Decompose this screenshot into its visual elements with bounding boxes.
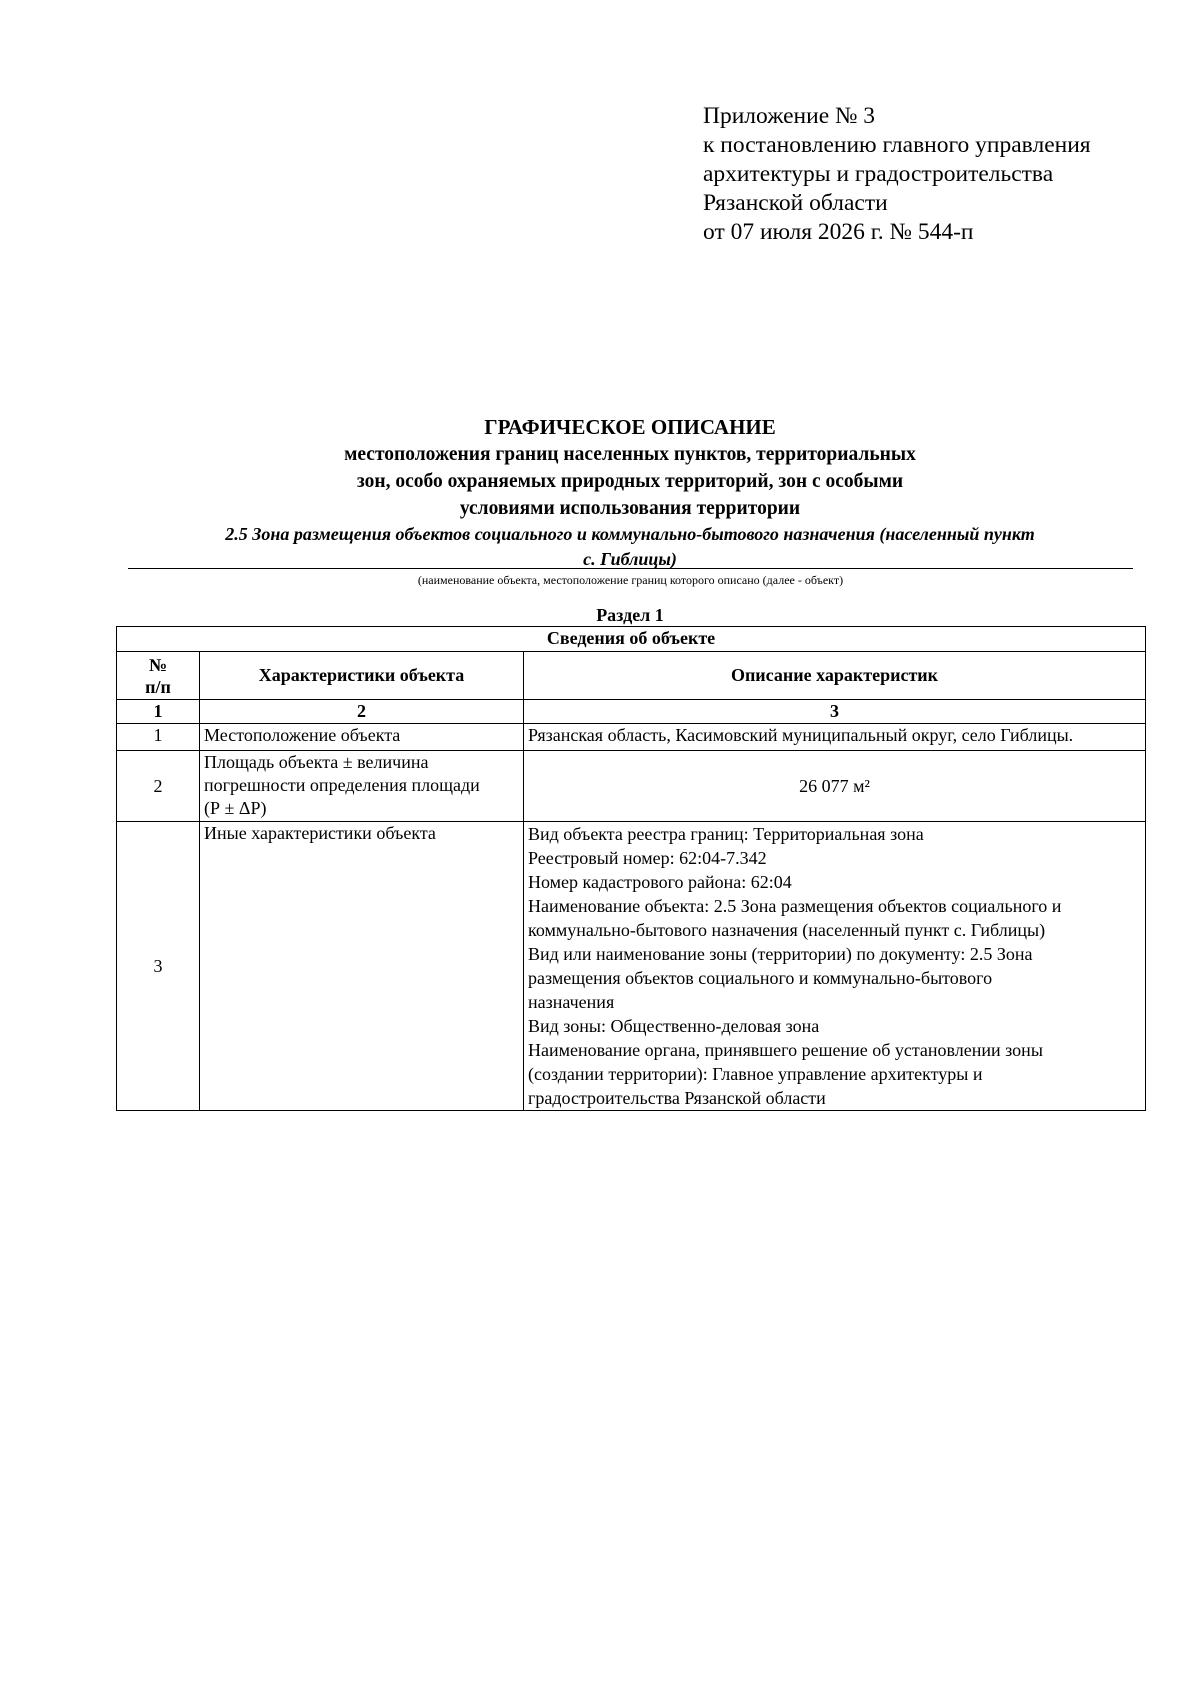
row-characteristic xyxy=(200,751,524,822)
table-caption-row xyxy=(117,627,1146,652)
appendix-line: к постановлению главного управления xyxy=(703,132,1091,158)
object-info-table xyxy=(116,626,1146,1111)
description-line: градостроительства Рязанской области xyxy=(528,1088,826,1108)
characteristic-line: Площадь объекта ± величина xyxy=(204,752,429,772)
description-line: Вид объекта реестра границ: Территориальная зона xyxy=(528,824,924,844)
column-number-row xyxy=(117,700,1146,724)
row-characteristic: Местоположение объекта xyxy=(200,724,524,751)
column-number: 3 xyxy=(524,700,1146,724)
row-number: 2 xyxy=(117,751,200,822)
column-number: 2 xyxy=(200,700,524,724)
object-caption: (наименование объекта, местоположение границ которого описано (далее - объект) xyxy=(417,573,844,587)
header-description: Описание характеристик xyxy=(524,652,1146,700)
description-line: коммунально-бытового назначения (населенный пункт с. Гиблицы) xyxy=(528,920,1046,940)
description-line: назначения xyxy=(528,992,615,1012)
document-title: ГРАФИЧЕСКОЕ ОПИСАНИЕ xyxy=(484,415,776,439)
appendix-line: Приложение № 3 xyxy=(703,103,876,129)
document-title-block xyxy=(115,414,1145,572)
description-line: размещения объектов социального и коммунально-бытового xyxy=(528,968,993,988)
appendix-line: Рязанской области xyxy=(703,190,888,216)
characteristic-line: погрешности определения площади xyxy=(204,775,480,795)
document-subtitle-line: зон, особо охраняемых природных территорий, зон с особыми xyxy=(356,471,904,492)
header-characteristics: Характеристики объекта xyxy=(200,652,524,700)
header-num: № п/п xyxy=(117,652,200,700)
table-row xyxy=(117,751,1146,822)
object-underline xyxy=(128,568,1133,569)
column-number: 1 xyxy=(117,700,200,724)
characteristic-line: (Р ± ΔР) xyxy=(204,798,267,818)
row-number: 3 xyxy=(117,822,200,1111)
section-title: Раздел 1 xyxy=(596,605,664,625)
row-characteristic: Иные характеристики объекта xyxy=(200,822,524,1111)
table-title: Сведения об объекте xyxy=(117,627,1146,652)
appendix-block xyxy=(703,102,1091,247)
document-subtitle-line: местоположения границ населенных пунктов, территориальных xyxy=(344,444,916,465)
table-row xyxy=(117,822,1146,1111)
description-line: Вид или наименование зоны (территории) по документу: 2.5 Зона xyxy=(528,944,1033,964)
description-line: Вид зоны: Общественно-деловая зона xyxy=(528,1016,820,1036)
appendix-line: от 07 июля 2026 г. № 544-п xyxy=(703,219,974,245)
document-subtitle-line: условиями использования территории xyxy=(459,498,801,519)
table-row xyxy=(117,724,1146,751)
object-name-line: 2.5 Зона размещения объектов социального и коммунально-бытового назначения (населенный пункт xyxy=(225,524,1035,544)
table-header-row xyxy=(117,652,1146,700)
description-line: Наименование органа, принявшего решение об установлении зоны xyxy=(528,1040,1043,1060)
description-line: Наименование объекта: 2.5 Зона размещения объектов социального и xyxy=(528,896,1062,916)
row-description: 26 077 м² xyxy=(524,751,1146,822)
appendix-line: архитектуры и градостроительства xyxy=(703,161,1054,187)
description-line: Номер кадастрового района: 62:04 xyxy=(528,872,792,892)
description-line: (создании территории): Главное управление архитектуры и xyxy=(528,1064,983,1084)
row-description: Рязанская область, Касимовский муниципальный округ, село Гиблицы. xyxy=(524,724,1146,751)
object-name-line: с. Гиблицы) xyxy=(583,549,677,569)
row-description xyxy=(524,822,1146,1111)
description-line: Реестровый номер: 62:04-7.342 xyxy=(528,848,767,868)
row-number: 1 xyxy=(117,724,200,751)
